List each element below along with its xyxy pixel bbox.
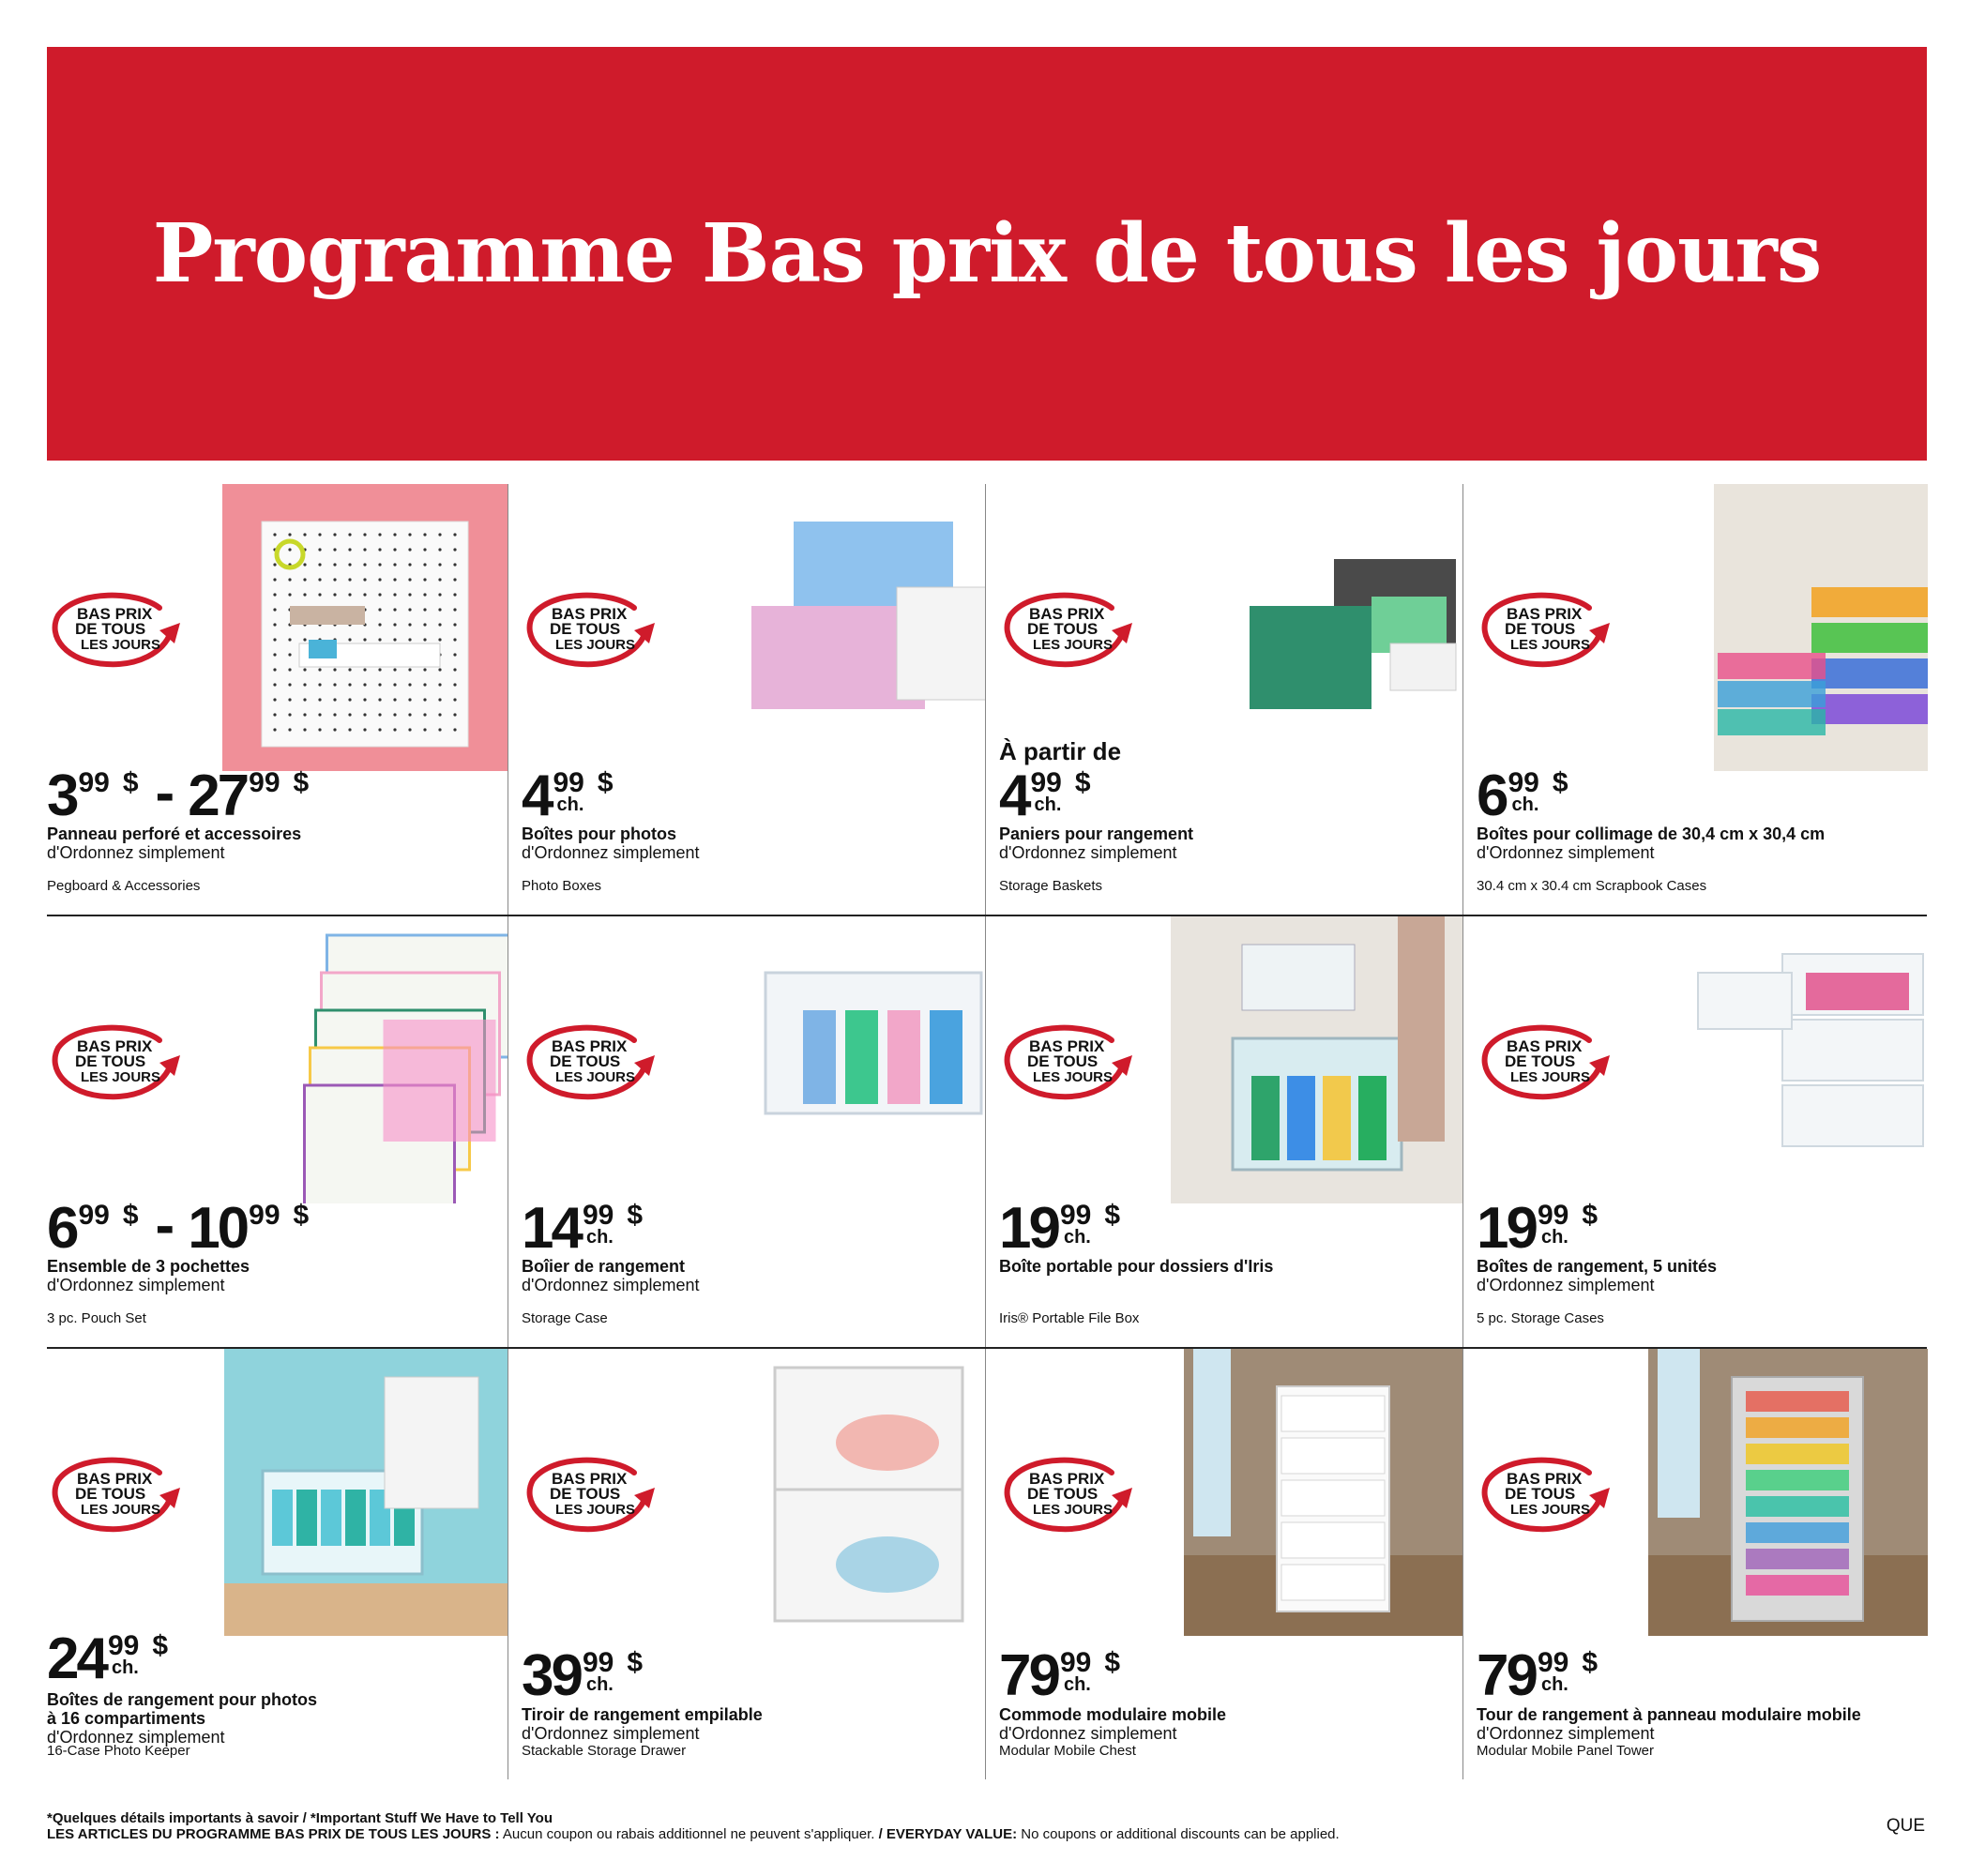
everyday-value-badge	[523, 1452, 664, 1535]
everyday-value-badge	[1001, 1452, 1142, 1535]
price-cents: 99	[1059, 1647, 1092, 1678]
product-brand: d'Ordonnez simplement	[1477, 1724, 1655, 1743]
mobile-chest-photo	[1184, 1349, 1463, 1636]
photo-keeper-photo	[224, 1349, 508, 1636]
product-name-en: 30.4 cm x 30.4 cm Scrapbook Cases	[1477, 878, 1707, 894]
currency-symbol: $	[1552, 767, 1568, 798]
product-brand: d'Ordonnez simplement	[522, 1276, 700, 1294]
price-max-dollars: 10	[188, 1196, 248, 1261]
price-cents: 99	[1537, 1200, 1569, 1231]
scrapbook-cases-photo	[1714, 484, 1928, 771]
product-card-content	[1477, 1349, 1928, 1779]
currency-symbol: $	[597, 767, 614, 798]
product-name-fr: Boîtes pour photos	[522, 825, 676, 843]
product-brand: d'Ordonnez simplement	[522, 843, 700, 862]
everyday-value-badge	[49, 1020, 189, 1102]
badge-line-3: LES JOURS	[1510, 637, 1591, 653]
product-names	[47, 825, 301, 862]
each-label: ch.	[585, 1674, 614, 1695]
product-brand: d'Ordonnez simplement	[1477, 843, 1655, 862]
product-card-content	[522, 1349, 986, 1779]
product-names	[47, 1690, 317, 1747]
currency-symbol: $	[293, 1200, 310, 1231]
everyday-value-badge	[1478, 1452, 1619, 1535]
each-label: ch.	[1063, 1674, 1091, 1695]
badge-line-1: BAS PRIX	[77, 1470, 153, 1488]
each-label: ch.	[585, 1227, 614, 1248]
price-dollars: 19	[1477, 1196, 1536, 1261]
product-card-content	[47, 484, 508, 915]
footer-terms-fr: Aucun coupon ou rabais additionnel ne peuvent s'appliquer.	[499, 1826, 879, 1842]
product-names	[522, 1257, 700, 1294]
photo-boxes-photo	[751, 484, 986, 771]
product-name-fr: Tiroir de rangement empilable	[522, 1705, 763, 1724]
price-dollars: 6	[1477, 764, 1507, 828]
price-dollars: 79	[1477, 1643, 1536, 1708]
badge-line-2: DE TOUS	[1027, 1052, 1099, 1070]
product-card[interactable]	[508, 484, 986, 915]
product-card[interactable]	[985, 484, 1463, 915]
product-brand: d'Ordonnez simplement	[47, 1276, 225, 1294]
product-name-en: 3 pc. Pouch Set	[47, 1310, 146, 1326]
product-card-content	[522, 484, 986, 915]
badge-line-3: LES JOURS	[1510, 1502, 1591, 1518]
badge-line-1: BAS PRIX	[1029, 1470, 1105, 1488]
everyday-value-badge	[1001, 587, 1142, 670]
product-brand: d'Ordonnez simplement	[999, 1724, 1177, 1743]
price-cents: 99	[78, 767, 110, 798]
badge-line-2: DE TOUS	[1505, 1052, 1576, 1070]
badge-line-2: DE TOUS	[1505, 1485, 1576, 1503]
product-card-content	[1477, 484, 1928, 915]
product-name-en: Stackable Storage Drawer	[522, 1743, 687, 1759]
price-cents-group	[551, 767, 584, 815]
price-dollars: 4	[999, 764, 1029, 828]
storage-cases-photo	[1693, 916, 1928, 1203]
product-names	[999, 825, 1193, 862]
everyday-value-badge	[523, 1020, 664, 1102]
currency-symbol: $	[152, 1630, 169, 1661]
price-prefix: À partir de	[999, 737, 1122, 765]
price-max-dollars: 27	[188, 764, 248, 828]
badge-line-2: DE TOUS	[75, 620, 146, 638]
price-cents: 99	[582, 1647, 614, 1678]
product-brand: d'Ordonnez simplement	[522, 1724, 700, 1743]
product-card[interactable]	[1462, 1349, 1928, 1779]
product-card-content	[1477, 916, 1928, 1347]
price-cents-group	[1028, 767, 1062, 815]
badge-line-1: BAS PRIX	[1029, 1037, 1105, 1055]
badge-line-1: BAS PRIX	[1507, 605, 1583, 623]
product-card-content	[999, 484, 1463, 915]
product-name-en: Iris® Portable File Box	[999, 1310, 1140, 1326]
badge-line-2: DE TOUS	[550, 1052, 621, 1070]
product-name-en: Storage Case	[522, 1310, 608, 1326]
price-tag	[47, 1193, 310, 1261]
currency-symbol: $	[1582, 1647, 1599, 1678]
price-cents: 99	[553, 767, 584, 798]
price-tag	[1477, 764, 1568, 828]
price-tag	[999, 764, 1091, 828]
everyday-value-badge	[49, 587, 189, 670]
storage-case-photo	[751, 916, 986, 1203]
price-cents-group	[1536, 1200, 1569, 1248]
product-card[interactable]	[985, 916, 1463, 1347]
price-cents: 99	[107, 1630, 140, 1661]
price-cents: 99	[1059, 1200, 1092, 1231]
each-label: ch.	[1540, 1227, 1568, 1248]
price-cents: 99	[1537, 1647, 1569, 1678]
product-name-en: Modular Mobile Chest	[999, 1743, 1136, 1759]
price-cents-group	[1506, 767, 1539, 815]
product-names	[1477, 825, 1825, 862]
badge-line-3: LES JOURS	[81, 637, 161, 653]
price-cents: 99	[1508, 767, 1539, 798]
product-row	[47, 484, 1927, 916]
price-range-separator: -	[155, 761, 175, 825]
price-tag	[522, 1196, 644, 1261]
badge-line-2: DE TOUS	[75, 1485, 146, 1503]
product-card[interactable]	[508, 916, 986, 1347]
footer-terms	[47, 1826, 1927, 1842]
price-tag	[522, 1643, 644, 1708]
price-tag	[47, 761, 310, 828]
price-dollars: 79	[999, 1643, 1058, 1708]
product-card-content	[999, 1349, 1463, 1779]
each-label: ch.	[556, 794, 584, 815]
footer-disclaimer	[47, 1810, 1927, 1842]
badge-line-1: BAS PRIX	[1507, 1470, 1583, 1488]
each-label: ch.	[1063, 1227, 1091, 1248]
header-banner	[47, 47, 1927, 461]
product-names	[999, 1257, 1273, 1276]
product-name-fr: Commode modulaire mobile	[999, 1705, 1227, 1724]
each-label: ch.	[1034, 794, 1062, 815]
badge-line-3: LES JOURS	[81, 1069, 161, 1085]
price-max-cents: 99	[249, 767, 280, 798]
product-name-en: Pegboard & Accessories	[47, 878, 201, 894]
badge-line-3: LES JOURS	[1033, 637, 1114, 653]
badge-line-3: LES JOURS	[555, 1069, 636, 1085]
product-name-fr: Tour de rangement à panneau modulaire mobile	[1477, 1705, 1861, 1724]
badge-line-1: BAS PRIX	[552, 1470, 628, 1488]
price-tag	[999, 1196, 1121, 1261]
price-tag	[1477, 1643, 1599, 1708]
price-tag	[522, 764, 614, 828]
product-card-content	[999, 916, 1463, 1347]
product-card-content	[47, 916, 508, 1347]
storage-drawer-photo	[751, 1349, 986, 1636]
price-cents-group	[581, 1647, 614, 1695]
currency-symbol: $	[627, 1647, 644, 1678]
product-brand: d'Ordonnez simplement	[47, 1728, 225, 1747]
price-tag	[1477, 1196, 1599, 1261]
product-names	[522, 1705, 763, 1743]
badge-line-2: DE TOUS	[1027, 620, 1099, 638]
price-tag	[999, 1643, 1121, 1708]
price-dollars: 6	[47, 1196, 77, 1261]
price-dollars: 19	[999, 1196, 1058, 1261]
each-label: ch.	[1511, 794, 1539, 815]
product-name-fr: Boîte portable pour dossiers d'Iris	[999, 1257, 1274, 1276]
product-name-fr: Paniers pour rangement	[999, 825, 1194, 843]
product-name-fr: Panneau perforé et accessoires	[47, 825, 302, 843]
product-name-fr: Boîtes pour collimage de 30,4 cm x 30,4 cm	[1477, 825, 1826, 843]
product-names	[1477, 1705, 1861, 1743]
everyday-value-badge	[49, 1452, 189, 1535]
storage-baskets-photo	[1242, 484, 1463, 771]
price-dollars: 24	[47, 1626, 106, 1691]
badge-line-2: DE TOUS	[1027, 1485, 1099, 1503]
everyday-value-badge	[523, 587, 664, 670]
badge-line-3: LES JOURS	[1510, 1069, 1591, 1085]
product-names	[47, 1257, 250, 1294]
everyday-value-badge	[1478, 1020, 1619, 1102]
product-name-fr-line2: à 16 compartiments	[47, 1709, 206, 1728]
badge-line-2: DE TOUS	[75, 1052, 146, 1070]
badge-line-1: BAS PRIX	[552, 605, 628, 623]
currency-symbol: $	[1104, 1647, 1121, 1678]
panel-tower-photo	[1648, 1349, 1928, 1636]
price-cents-group	[581, 1200, 614, 1248]
product-name-en: Storage Baskets	[999, 878, 1103, 894]
badge-line-3: LES JOURS	[1033, 1069, 1114, 1085]
price-cents: 99	[78, 1200, 110, 1231]
footer-terms-fr-label: LES ARTICLES DU PROGRAMME BAS PRIX DE TOUS LES JOURS :	[47, 1826, 500, 1842]
product-card[interactable]	[508, 1349, 986, 1779]
product-row	[47, 916, 1927, 1349]
footer-terms-en-label: / EVERYDAY VALUE:	[878, 1826, 1018, 1842]
product-brand: d'Ordonnez simplement	[999, 843, 1177, 862]
product-row	[47, 1349, 1927, 1779]
badge-line-1: BAS PRIX	[552, 1037, 628, 1055]
badge-line-1: BAS PRIX	[77, 605, 153, 623]
product-card[interactable]	[1462, 484, 1928, 915]
price-max-cents: 99	[249, 1200, 280, 1231]
badge-line-3: LES JOURS	[555, 1502, 636, 1518]
price-cents: 99	[582, 1200, 614, 1231]
product-names	[522, 825, 700, 862]
footer-terms-en: No coupons or additional discounts can be applied.	[1017, 1826, 1340, 1842]
product-name-fr: Ensemble de 3 pochettes	[47, 1257, 250, 1276]
file-box-photo	[1171, 916, 1463, 1203]
price-range-separator: -	[155, 1193, 175, 1258]
product-name-fr: Boîtes de rangement pour photos	[47, 1690, 318, 1709]
product-card[interactable]	[47, 916, 508, 1347]
product-card[interactable]	[985, 1349, 1463, 1779]
pouch-set-photo	[221, 916, 508, 1203]
price-dollars: 39	[522, 1643, 581, 1708]
price-cents-group	[106, 1630, 140, 1678]
badge-line-2: DE TOUS	[550, 620, 621, 638]
banner-title: Programme Bas prix de tous les jours	[152, 206, 1822, 301]
badge-line-3: LES JOURS	[81, 1502, 161, 1518]
each-label: ch.	[1540, 1674, 1568, 1695]
product-name-en: Modular Mobile Panel Tower	[1477, 1743, 1654, 1759]
price-cents-group	[1058, 1647, 1092, 1695]
currency-symbol: $	[1582, 1200, 1599, 1231]
currency-symbol: $	[1074, 767, 1091, 798]
product-name-fr: Boîier de rangement	[522, 1257, 686, 1276]
footer-heading: *Quelques détails importants à savoir / *Important Stuff We Have to Tell You	[47, 1810, 553, 1826]
product-name-fr: Boîtes de rangement, 5 unités	[1477, 1257, 1718, 1276]
price-cents: 99	[1030, 767, 1062, 798]
price-dollars: 3	[47, 764, 77, 828]
product-card-content	[522, 916, 986, 1347]
badge-line-1: BAS PRIX	[1029, 605, 1105, 623]
currency-symbol: $	[293, 767, 310, 798]
product-name-en: Photo Boxes	[522, 878, 602, 894]
price-dollars: 14	[522, 1196, 581, 1261]
badge-line-1: BAS PRIX	[1507, 1037, 1583, 1055]
price-tag	[47, 1626, 169, 1691]
product-brand: d'Ordonnez simplement	[1477, 1276, 1655, 1294]
product-names	[999, 1705, 1226, 1743]
pegboard-photo	[222, 484, 508, 771]
product-card-content	[47, 1349, 508, 1779]
badge-line-2: DE TOUS	[1505, 620, 1576, 638]
price-cents-group	[1058, 1200, 1092, 1248]
product-brand: d'Ordonnez simplement	[47, 843, 225, 862]
everyday-value-badge	[1478, 587, 1619, 670]
badge-line-1: BAS PRIX	[77, 1037, 153, 1055]
product-names	[1477, 1257, 1717, 1294]
product-card[interactable]	[47, 484, 508, 915]
region-code: QUE	[1886, 1816, 1925, 1836]
currency-symbol: $	[1104, 1200, 1121, 1231]
currency-symbol: $	[122, 1200, 139, 1231]
badge-line-2: DE TOUS	[550, 1485, 621, 1503]
product-card[interactable]	[1462, 916, 1928, 1347]
price-cents-group	[1536, 1647, 1569, 1695]
product-card[interactable]	[47, 1349, 508, 1779]
each-label: ch.	[111, 1657, 139, 1678]
currency-symbol: $	[122, 767, 139, 798]
price-dollars: 4	[522, 764, 552, 828]
product-name-en: 16-Case Photo Keeper	[47, 1743, 190, 1759]
badge-line-3: LES JOURS	[1033, 1502, 1114, 1518]
product-grid	[47, 484, 1927, 1779]
currency-symbol: $	[627, 1200, 644, 1231]
product-name-en: 5 pc. Storage Cases	[1477, 1310, 1604, 1326]
badge-line-3: LES JOURS	[555, 637, 636, 653]
everyday-value-badge	[1001, 1020, 1142, 1102]
